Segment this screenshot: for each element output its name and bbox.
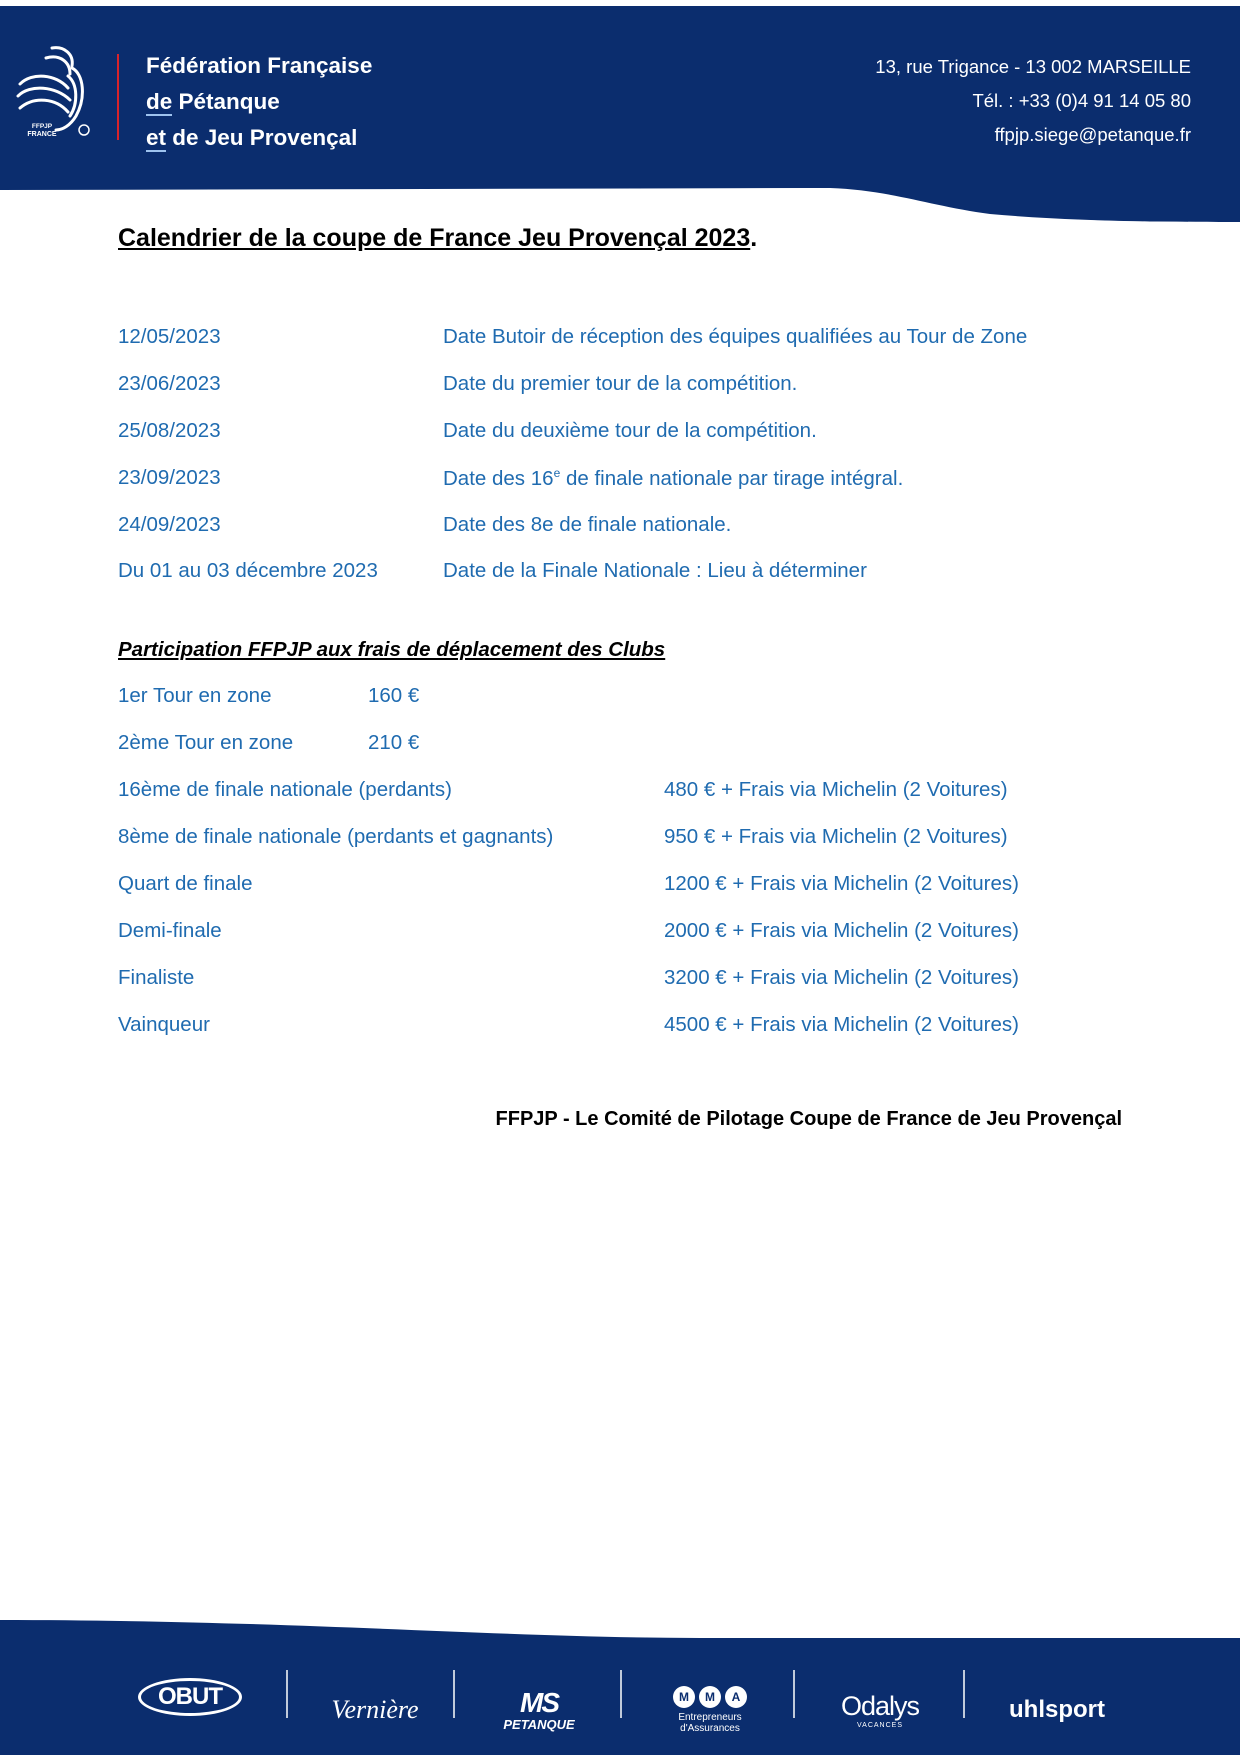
logo-text-france: FRANCE [27,131,57,138]
fee-label: 1er Tour en zone [118,684,272,707]
superscript: e [553,466,561,480]
sponsor-separator [620,1670,622,1718]
schedule-description: Date du deuxième tour de la compétition. [443,419,817,442]
federation-line-3 [146,120,372,156]
uhlsport-logo: uhlsport [1009,1696,1105,1723]
fee-label: Finaliste [118,966,195,989]
schedule-description: Date de la Finale Nationale : Lieu à déterminer [443,559,867,582]
fee-label: Vainqueur [118,1013,210,1036]
federation-line-1: Fédération Française [146,53,373,78]
mma-letter: A [725,1686,747,1708]
federation-line-2-rest: Pétanque [172,89,280,114]
mma-circles [673,1686,747,1708]
fee-amount: 160 € [368,684,420,707]
document-title-period: . [750,224,758,252]
fee-amount: 210 € [368,731,420,754]
odalys-logo-sub: VACANCES [857,1721,903,1729]
mma-logo [660,1680,760,1740]
fee-amount: 480 € + Frais via Michelin (2 Voitures) [664,778,1008,801]
schedule-date: 23/09/2023 [118,466,221,489]
signature: FFPJP - Le Comité de Pilotage Coupe de France de Jeu Provençal [495,1108,1122,1130]
fee-amount: 4500 € + Frais via Michelin (2 Voitures) [664,1013,1019,1036]
schedule-date: 23/06/2023 [118,372,221,395]
ffpjp-rooster-logo [12,44,92,144]
schedule-date: 25/08/2023 [118,419,221,442]
contact-block [875,50,1191,152]
address: 13, rue Trigance - 13 002 MARSEILLE [875,56,1191,77]
fee-amount: 950 € + Frais via Michelin (2 Voitures) [664,825,1008,848]
fee-label: 8ème de finale nationale (perdants et gagnants) [118,825,554,848]
fee-label: 16ème de finale nationale (perdants) [118,778,452,801]
federation-line-2 [146,84,372,120]
sponsor-footer [0,1620,1240,1755]
schedule-date: Du 01 au 03 décembre 2023 [118,559,378,582]
schedule-description: Date du premier tour de la compétition. [443,372,798,395]
federation-name [146,48,372,156]
odalys-logo [830,1680,930,1740]
federation-line-2-prefix: de [146,89,173,114]
schedule-description: Date Butoir de réception des équipes qualifiées au Tour de Zone [443,325,1028,348]
obut-logo: OBUT [138,1678,242,1716]
letterhead [0,0,1240,225]
logo-text-ffpjp: FFPJP [31,123,53,130]
odalys-logo-text: Odalys [840,1690,920,1721]
fee-amount: 2000 € + Frais via Michelin (2 Voitures) [664,919,1019,942]
mma-tagline-2: d'Assurances [680,1723,740,1734]
schedule-description: Date des 8e de finale nationale. [443,513,732,536]
schedule-date: 24/09/2023 [118,513,221,536]
fee-amount: 1200 € + Frais via Michelin (2 Voitures) [664,872,1019,895]
schedule-description [443,466,903,491]
sponsor-separator [453,1670,455,1718]
email-link[interactable]: ffpjp.siege@petanque.fr [994,124,1191,145]
federation-line-3-prefix: et [146,125,167,150]
document-title [118,224,757,253]
sponsor-separator [286,1670,288,1718]
verniere-logo: Vernière [331,1695,419,1724]
schedule-description-part: Date des 16 [443,466,554,490]
fee-label: Demi-finale [118,919,222,942]
fee-label: Quart de finale [118,872,253,895]
mma-letter: M [673,1686,695,1708]
rooster-icon [12,44,92,144]
mma-tagline-1: Entrepreneurs [678,1712,742,1723]
fee-amount: 3200 € + Frais via Michelin (2 Voitures) [664,966,1019,989]
ms-logo-text: PETANQUE [503,1716,575,1732]
logo-divider [117,54,119,140]
document-title-text: Calendrier de la coupe de France Jeu Provençal 2023 [118,224,751,252]
sponsor-separator [963,1670,965,1718]
fee-label: 2ème Tour en zone [118,731,294,754]
phone: Tél. : +33 (0)4 91 14 05 80 [972,90,1191,111]
ms-logo-mark: MS [520,1686,558,1718]
participation-title: Participation FFPJP aux frais de déplacement des Clubs [118,638,666,661]
ms-petanque-logo [494,1680,584,1740]
mma-letter: M [699,1686,721,1708]
schedule-description-part: de finale nationale par tirage intégral. [560,466,904,490]
federation-line-3-rest: de Jeu Provençal [166,125,358,150]
sponsor-separator [793,1670,795,1718]
schedule-date: 12/05/2023 [118,325,221,348]
